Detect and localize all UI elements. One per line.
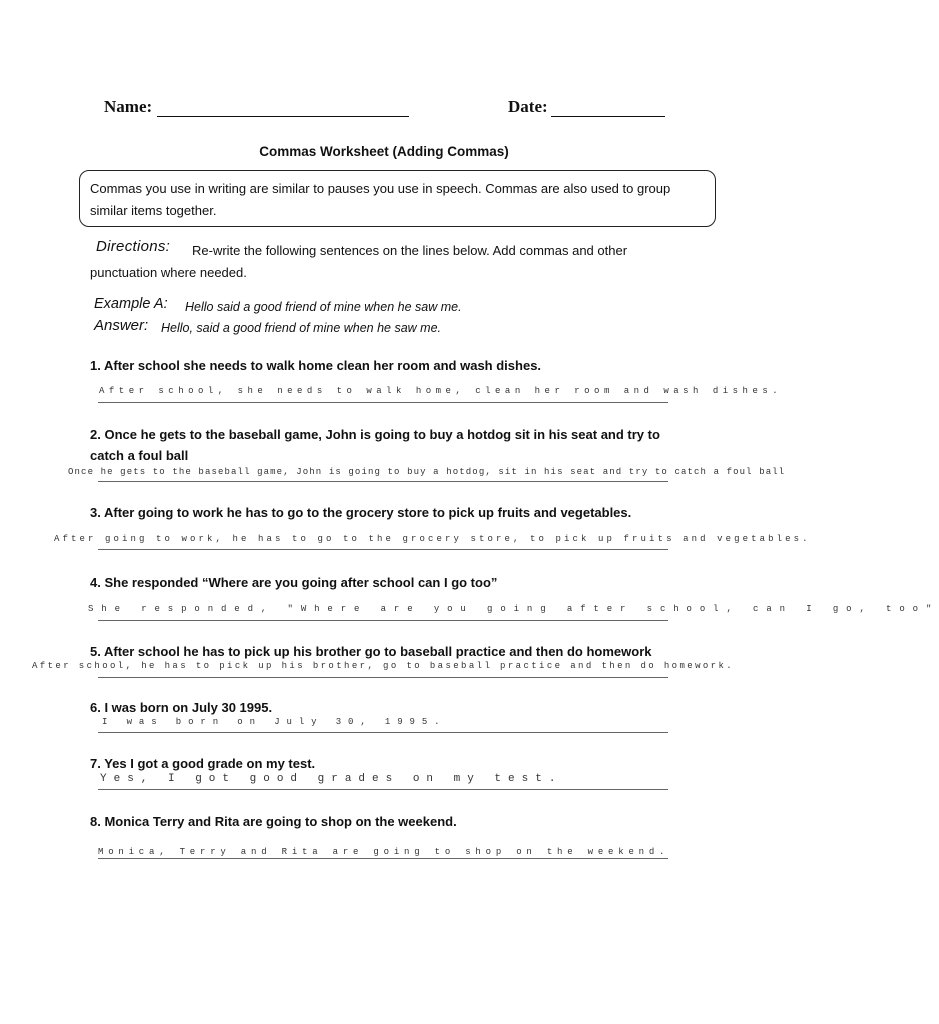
example-label: Example A: bbox=[94, 296, 168, 312]
answer-5: After school, he has to pick up his brother, go to baseball practice and then do homework. bbox=[32, 661, 735, 671]
answer-6: I was born on July 30, 1995. bbox=[102, 717, 447, 727]
name-blank-line[interactable] bbox=[157, 98, 409, 117]
answer-label: Answer: bbox=[94, 317, 149, 334]
answer-7: Yes, I got good grades on my test. bbox=[100, 773, 563, 785]
answer-4: She responded, "Where are you going after school, can I go, too" bbox=[88, 604, 939, 614]
answer-line-4[interactable] bbox=[98, 620, 668, 621]
example-text: Hello said a good friend of mine when he saw me. bbox=[185, 300, 462, 314]
directions-text-line2: punctuation where needed. bbox=[90, 265, 247, 280]
answer-line-6[interactable] bbox=[98, 732, 668, 733]
date-label: Date: bbox=[508, 97, 548, 116]
worksheet-title: Commas Worksheet (Adding Commas) bbox=[259, 144, 509, 159]
question-6: 6. I was born on July 30 1995. bbox=[90, 700, 273, 715]
question-8: 8. Monica Terry and Rita are going to shop on the weekend. bbox=[90, 814, 457, 829]
answer-8: Monica, Terry and Rita are going to shop on the weekend. bbox=[98, 847, 670, 857]
question-1: 1. After school she needs to walk home clean her room and wash dishes. bbox=[90, 358, 542, 373]
name-label: Name: bbox=[104, 97, 153, 116]
answer-text: Hello, said a good friend of mine when he saw me. bbox=[161, 321, 442, 335]
answer-3: After going to work, he has to go to the grocery store, to pick up fruits and vegetables. bbox=[54, 534, 811, 544]
answer-line-7[interactable] bbox=[98, 789, 668, 790]
question-7: 7. Yes I got a good grade on my test. bbox=[90, 756, 316, 771]
question-5: 5. After school he has to pick up his brother go to baseball practice and then do homework bbox=[90, 644, 652, 659]
answer-line-2[interactable] bbox=[98, 481, 668, 482]
question-2-line1: 2. Once he gets to the baseball game, John is going to buy a hotdog sit in his seat and try to bbox=[90, 427, 660, 442]
intro-text: Commas you use in writing are similar to pauses you use in speech. Commas are also used to group similar items together. bbox=[90, 181, 671, 218]
directions-text-line1: Re-write the following sentences on the lines below. Add commas and other bbox=[192, 243, 628, 258]
date-blank-line[interactable] bbox=[551, 98, 665, 117]
question-3: 3. After going to work he has to go to the grocery store to pick up fruits and vegetables. bbox=[90, 505, 632, 520]
question-2-line2: catch a foul ball bbox=[90, 448, 189, 463]
answer-line-5[interactable] bbox=[98, 677, 668, 678]
directions-label: Directions: bbox=[96, 238, 171, 255]
answer-line-8[interactable] bbox=[98, 858, 668, 859]
answer-line-3[interactable] bbox=[98, 549, 668, 550]
answer-2: Once he gets to the baseball game, John is going to buy a hotdog, sit in his seat and try to catch a foul ball bbox=[68, 467, 786, 477]
answer-1: After school, she needs to walk home, clean her room and wash dishes. bbox=[99, 386, 783, 396]
answer-line-1[interactable] bbox=[98, 402, 668, 403]
question-4: 4. She responded “Where are you going after school can I go too” bbox=[90, 575, 498, 590]
